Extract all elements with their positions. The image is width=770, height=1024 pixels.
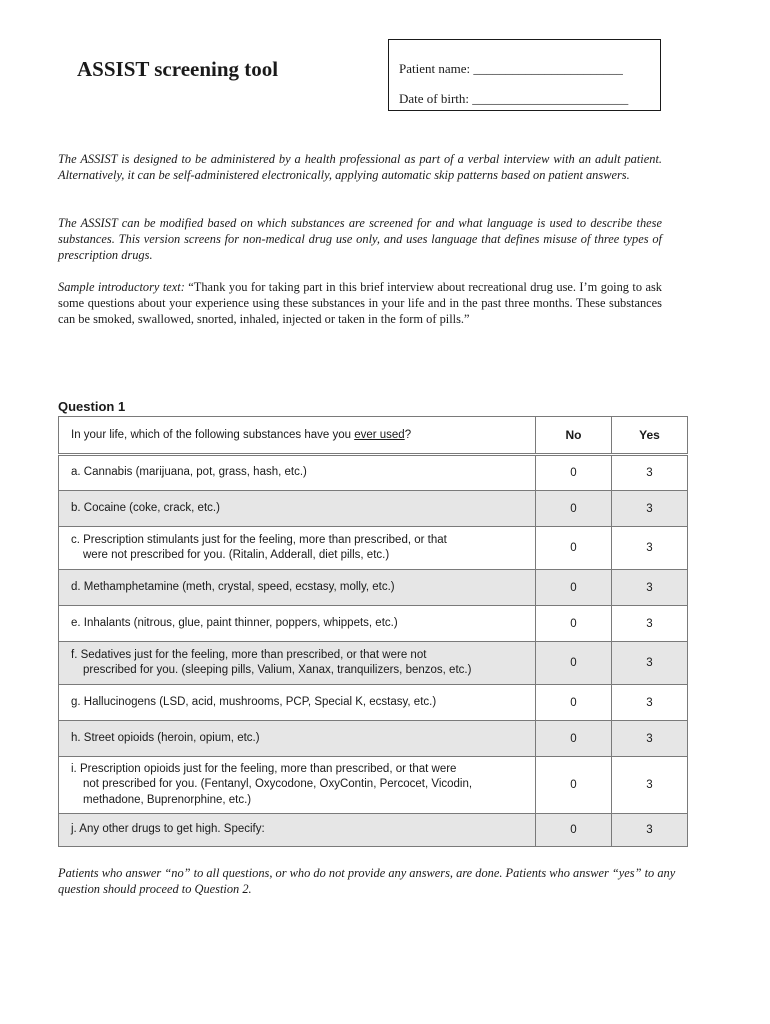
footer-instructions: Patients who answer “no” to all questions, or who do not provide any answers, are done. Patients who answer “yes” to any question should proceed to Question 2. [58, 866, 676, 896]
substance-label-line: i. Prescription opioids just for the feeling, more than prescribed, or that were [71, 762, 457, 775]
substance-label-line: prescribed for you. (sleeping pills, Valium, Xanax, tranquilizers, benzos, etc.) [83, 664, 472, 676]
substance-label [59, 814, 536, 847]
column-header-no: No [536, 417, 612, 455]
intro-paragraph-2: The ASSIST can be modified based on which substances are screened for and what language is used to describe these substances. This version screens for non-medical drug use only, and uses language that defines misuse of three types of prescription drugs. [58, 216, 662, 262]
table-row [59, 721, 688, 757]
substance-label [59, 527, 536, 570]
substance-label [59, 570, 536, 606]
ever-used-emphasis: ever used [354, 429, 405, 441]
score-yes-cell[interactable]: 3 [612, 721, 688, 757]
substance-label-line: not prescribed for you. (Fentanyl, Oxycodone, OxyContin, Percocet, Vicodin, [83, 778, 473, 791]
column-header-yes: Yes [612, 417, 688, 455]
table-row [59, 606, 688, 642]
page-title: ASSIST screening tool [77, 57, 279, 81]
score-yes-cell[interactable]: 3 [612, 527, 688, 570]
score-yes-cell[interactable]: 3 [612, 642, 688, 685]
substance-label [59, 491, 536, 527]
score-no-cell[interactable]: 0 [536, 455, 612, 491]
question-1-title: Question 1 [58, 399, 126, 414]
substance-label-line: h. Street opioids (heroin, opium, etc.) [71, 731, 260, 744]
substance-label [59, 757, 536, 814]
substance-label-line: d. Methamphetamine (meth, crystal, speed, ecstasy, molly, etc.) [71, 580, 395, 593]
table-header-row [59, 417, 688, 455]
table-row [59, 570, 688, 606]
score-no-cell[interactable]: 0 [536, 606, 612, 642]
substance-label-line: were not prescribed for you. (Ritalin, Adderall, diet pills, etc.) [83, 549, 390, 561]
table-row [59, 814, 688, 847]
score-yes-cell[interactable]: 3 [612, 685, 688, 721]
sample-intro-text: “Thank you for taking part in this brief interview about recreational drug use. I’m going to ask some questions about your experience using these substances in your life and in the past three months. These substances can be smoked, swallowed, snorted, inhaled, injected or taken in the form of pills.” [58, 280, 662, 326]
substance-label [59, 455, 536, 491]
score-yes-cell[interactable]: 3 [612, 606, 688, 642]
sample-intro-label: Sample introductory text: [58, 280, 185, 294]
table-row [59, 527, 688, 570]
substance-label [59, 685, 536, 721]
substance-label-line: methadone, Buprenorphine, etc.) [83, 793, 252, 806]
score-no-cell[interactable]: 0 [536, 642, 612, 685]
intro-paragraph-1: The ASSIST is designed to be administered by a health professional as part of a verbal interview with an adult patient. Alternatively, it can be self-administered electronically, applying automatic skip patterns based on patient answers. [58, 152, 662, 182]
score-yes-cell[interactable]: 3 [612, 814, 688, 847]
sample-intro-paragraph [58, 279, 662, 327]
table-row [59, 685, 688, 721]
patient-name-field[interactable]: Patient name: _______________________ [399, 61, 623, 76]
substance-label-line: j. Any other drugs to get high. Specify: [71, 823, 265, 836]
table-row [59, 455, 688, 491]
score-no-cell[interactable]: 0 [536, 685, 612, 721]
score-no-cell[interactable]: 0 [536, 491, 612, 527]
substance-label [59, 606, 536, 642]
substance-label-line: a. Cannabis (marijuana, pot, grass, hash, etc.) [71, 466, 307, 479]
date-of-birth-field[interactable]: Date of birth: ________________________ [399, 91, 629, 106]
score-no-cell[interactable]: 0 [536, 570, 612, 606]
score-no-cell[interactable]: 0 [536, 527, 612, 570]
question-1-table [58, 416, 688, 847]
substance-label [59, 642, 536, 685]
substance-label-line: b. Cocaine (coke, crack, etc.) [71, 501, 220, 514]
score-no-cell[interactable]: 0 [536, 721, 612, 757]
score-yes-cell[interactable]: 3 [612, 570, 688, 606]
substance-label-line: g. Hallucinogens (LSD, acid, mushrooms, PCP, Special K, ecstasy, etc.) [71, 695, 437, 708]
substance-label-line: c. Prescription stimulants just for the feeling, more than prescribed, or that [71, 533, 447, 546]
patient-info-box [388, 39, 661, 111]
score-no-cell[interactable]: 0 [536, 814, 612, 847]
score-no-cell[interactable]: 0 [536, 757, 612, 814]
table-row [59, 491, 688, 527]
question-1-prompt: In your life, which of the following substances have you ever used? [59, 417, 536, 455]
score-yes-cell[interactable]: 3 [612, 455, 688, 491]
score-yes-cell[interactable]: 3 [612, 757, 688, 814]
substance-label [59, 721, 536, 757]
table-row [59, 757, 688, 814]
table-row [59, 642, 688, 685]
substance-label-line: f. Sedatives just for the feeling, more than prescribed, or that were not [71, 648, 427, 661]
score-yes-cell[interactable]: 3 [612, 491, 688, 527]
substance-label-line: e. Inhalants (nitrous, glue, paint thinner, poppers, whippets, etc.) [71, 616, 398, 629]
